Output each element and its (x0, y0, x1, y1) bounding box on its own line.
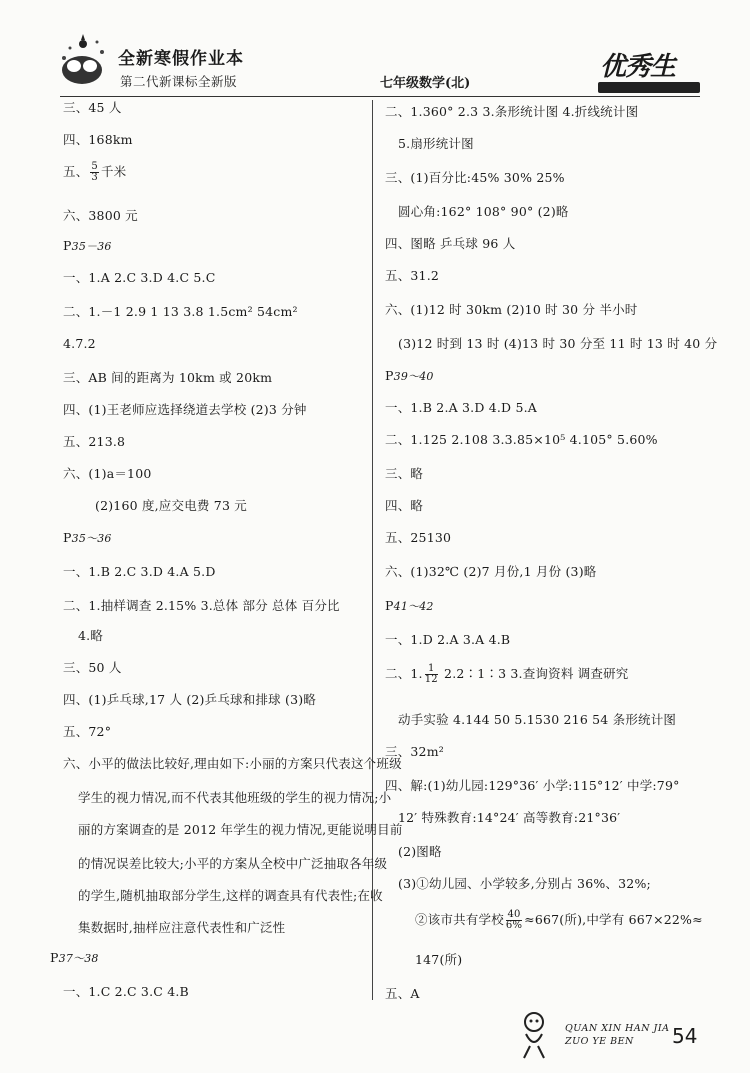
answer-line: 圆心角:162° 108° 90° (2)略 (398, 204, 569, 219)
answer-line: 四、图略 乒乓球 96 人 (385, 236, 516, 251)
answer-line: 四、解:(1)幼儿园:129°36′ 小学:115°12′ 中学:79° (385, 778, 680, 793)
answer-line: 三、32m² (385, 744, 444, 759)
page-number: 54 (672, 1024, 698, 1048)
answer-line: 的学生,随机抽取部分学生,这样的调查具有代表性;在收 (78, 888, 383, 903)
answer-line: 一、1.A 2.C 3.D 4.C 5.C (63, 270, 216, 285)
page-ref: P35－36 (63, 238, 112, 253)
answer-line: 五、72° (63, 724, 112, 739)
answer-line: 三、略 (385, 466, 424, 481)
answer-line: 三、(1)百分比:45% 30% 25% (385, 170, 565, 185)
answer-line: 四、(1)王老师应选择绕道去学校 (2)3 分钟 (63, 402, 307, 417)
answer-line: (3)①幼儿园、小学较多,分别占 36%、32%; (398, 876, 651, 891)
answer-line: 一、1.B 2.A 3.D 4.D 5.A (385, 400, 538, 415)
answer-line: (3)12 时到 13 时 (4)13 时 30 分至 11 时 13 时 40 分 (398, 336, 718, 351)
brand-logo: 优秀生 (600, 52, 676, 82)
answer-line: 五、A (385, 986, 420, 1001)
answer-line: 5.扇形统计图 (398, 136, 474, 151)
answer-line: 五、31.2 (385, 268, 440, 283)
answer-line-fraction: ②该市共有学校 $\frac{40}{6\%}$ ≈667(所),中学有 667×22%≈ (415, 909, 703, 931)
answer-line: 集数据时,抽样应注意代表性和广泛性 (78, 920, 286, 935)
answer-line: 三、50 人 (63, 660, 122, 675)
page-ref: P41～42 (385, 598, 434, 613)
brand-banner (598, 82, 700, 93)
answer-line: 五、 (63, 164, 89, 179)
answer-line: 五、213.8 (63, 434, 126, 449)
answer-line: 丽的方案调查的是 2012 年学生的视力情况,更能说明目前 (78, 822, 403, 837)
grade-subject: 七年级数学(北) (380, 76, 471, 91)
fraction-unit: 千米 (100, 164, 127, 179)
answer-line-fraction (63, 162, 126, 183)
book-title: 全新寒假作业本 (118, 49, 244, 69)
answer-line: 动手实验 4.144 50 5.1530 216 54 条形统计图 (398, 712, 677, 727)
answer-line: 147(所) (415, 952, 463, 967)
answer-line: 二、1.360° 2.3 3.条形统计图 4.折线统计图 (385, 104, 639, 119)
answer-line: 三、AB 间的距离为 10km 或 20km (63, 370, 273, 385)
header-rule (60, 96, 700, 97)
footer-mascot-icon (512, 1010, 556, 1062)
answer-line: 一、1.D 2.A 3.A 4.B (385, 632, 511, 647)
book-subtitle: 第二代新课标全新版 (120, 74, 238, 89)
answer-line: 五、25130 (385, 530, 452, 545)
answer-line: 二、1.抽样调查 2.15% 3.总体 部分 总体 百分比 (63, 598, 340, 613)
mascot-icon (52, 28, 114, 90)
answer-line: 四、略 (385, 498, 424, 513)
answer-line: 一、1.C 2.C 3.C 4.B (63, 984, 189, 999)
answer-line-fraction: 二、1. $\frac{1}{12}$ 2.2∶1∶3 3.查询资料 调查研究 (385, 663, 629, 685)
answer-line: 的情况误差比较大;小平的方案从全校中广泛抽取各年级 (78, 856, 388, 871)
fraction: $\frac{1}{12}$ (424, 663, 438, 685)
answer-line: 二、1.125 2.108 3.3.85×10⁵ 4.105° 5.60% (385, 432, 658, 447)
page-ref: P39～40 (385, 368, 434, 383)
answer-line: 二、1.－1 2.9 1 13 3.8 1.5cm² 54cm² (63, 304, 298, 319)
answer-line: 六、3800 元 (63, 208, 138, 223)
answer-line: 4.7.2 (63, 336, 96, 351)
answer-line: 学生的视力情况,而不代表其他班级的学生的视力情况;小 (78, 790, 392, 805)
fraction: $\frac{40}{6\%}$ (505, 909, 523, 931)
answer-line: 四、(1)乒乓球,17 人 (2)乒乓球和排球 (3)略 (63, 692, 317, 707)
footer-pinyin-line-1: QUAN XIN HAN JIA (565, 1023, 670, 1034)
footer-pinyin-line-2: ZUO YE BEN (565, 1036, 634, 1047)
answer-line: 四、168km (63, 132, 133, 147)
answer-line: 三、45 人 (63, 100, 122, 115)
answer-line: 一、1.B 2.C 3.D 4.A 5.D (63, 564, 216, 579)
fraction: $\frac{5}{3}$ (91, 161, 98, 183)
answer-line: 六、(1)12 时 30km (2)10 时 30 分 半小时 (385, 302, 638, 317)
answer-line: 六、(1)32℃ (2)7 月份,1 月份 (3)略 (385, 564, 597, 579)
answer-line: 六、小平的做法比较好,理由如下:小丽的方案只代表这个班级 (63, 756, 402, 771)
page-ref: P37～38 (50, 950, 99, 965)
answer-line: 4.略 (78, 628, 104, 643)
answer-line: 六、(1)a＝100 (63, 466, 152, 481)
answer-line: 12′ 特殊教育:14°24′ 高等教育:21°36′ (398, 810, 621, 825)
answer-line: (2)160 度,应交电费 73 元 (95, 498, 247, 513)
page-ref: P35～36 (63, 530, 112, 545)
answer-line: (2)图略 (398, 844, 442, 859)
